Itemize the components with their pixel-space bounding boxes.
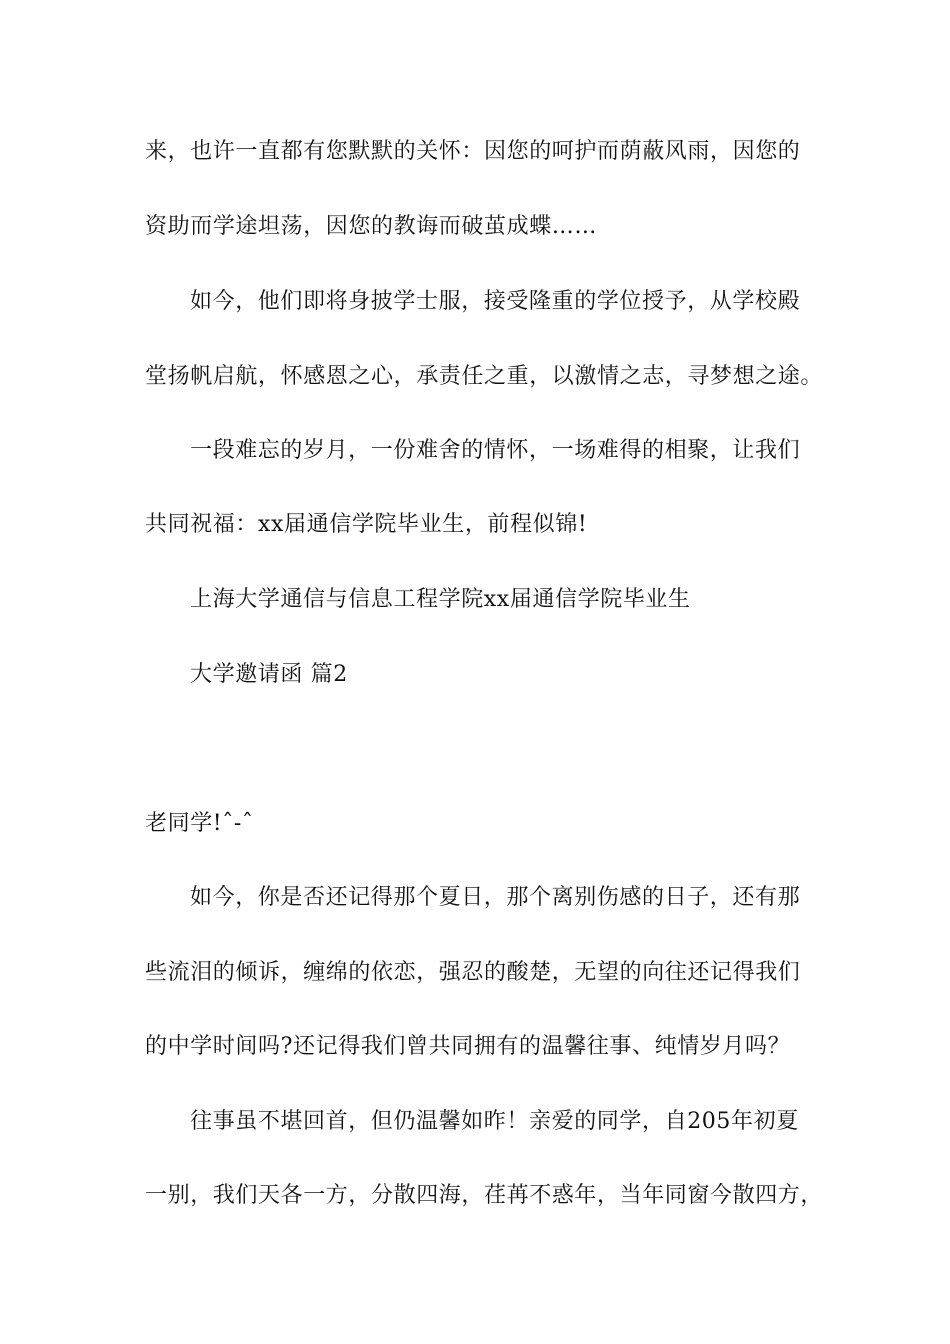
paragraph-line: 如今，他们即将身披学士服，接受隆重的学位授予，从学校殿 [190, 289, 801, 314]
paragraph-line: 堂扬帆启航，怀感恩之心，承责任之重，以激情之志，寻梦想之途。 [145, 364, 824, 389]
paragraph-line: 的中学时间吗?还记得我们曾共同拥有的温馨往事、纯情岁月吗？ [145, 1034, 791, 1059]
paragraph-line: 一别，我们天各一方，分散四海，荏苒不惑年，当年同窗今散四方， [145, 1183, 824, 1208]
paragraph-line: 些流泪的倾诉，缠绵的依恋，强忍的酸楚，无望的向往还记得我们 [145, 960, 801, 985]
signature-line: 上海大学通信与信息工程学院xx届通信学院毕业生 [190, 587, 691, 612]
paragraph-line: 往事虽不堪回首，但仍温馨如昨！亲爱的同学，自205年初夏 [190, 1109, 799, 1134]
paragraph-line: 一段难忘的岁月，一份难舍的情怀，一场难得的相聚，让我们 [190, 438, 801, 463]
paragraph-line: 共同祝福：xx届通信学院毕业生，前程似锦! [145, 512, 588, 537]
paragraph-line: 如今，你是否还记得那个夏日，那个离别伤感的日子，还有那 [190, 885, 801, 910]
section-heading: 大学邀请函 篇2 [190, 662, 348, 687]
paragraph-line: 资助而学途坦荡，因您的教诲而破茧成蝶…… [145, 214, 598, 239]
paragraph-line: 来，也许一直都有您默默的关怀：因您的呵护而荫蔽风雨，因您的 [145, 139, 801, 164]
salutation-line: 老同学!ˆ-ˆ [145, 811, 254, 836]
